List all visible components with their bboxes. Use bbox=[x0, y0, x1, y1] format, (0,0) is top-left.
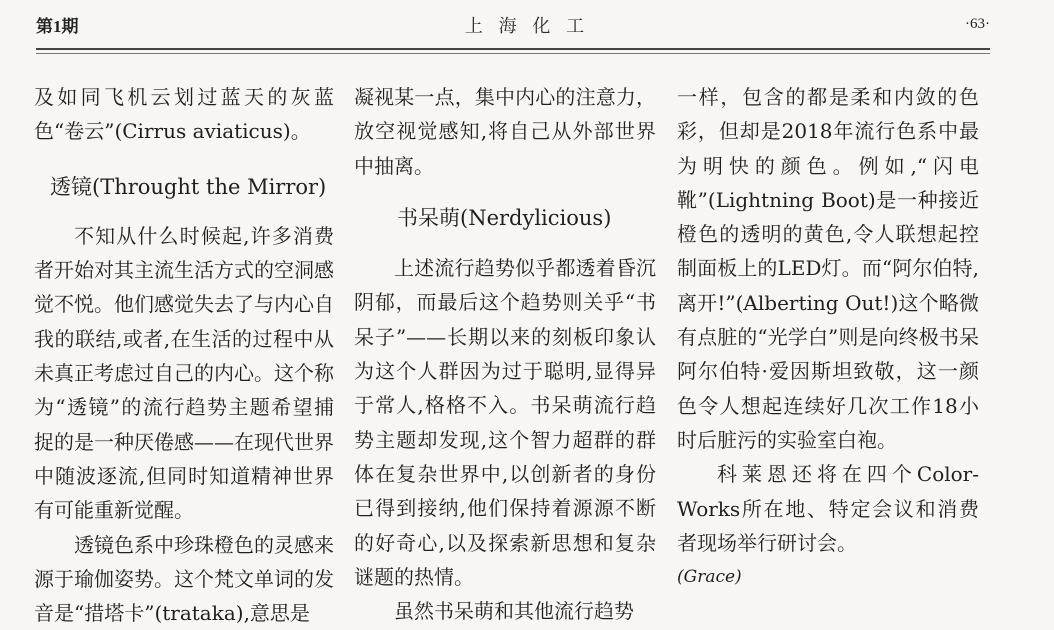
paragraph: 科莱恩还将在四个Color-Works所在地、特定会议和消费者现场举行研讨会。 bbox=[677, 462, 979, 555]
paragraph: 及如同飞机云划过蓝天的灰蓝色“卷云”(Cirrus aviaticus)。 bbox=[34, 85, 334, 144]
paragraph: 透镜色系中珍珠橙色的灵感来源于瑜伽姿势。这个梵文单词的发音是“措塔卡”(trataka),意思是 bbox=[34, 532, 334, 626]
journal-title: 上 海 化 工 bbox=[464, 16, 590, 37]
author-credit: (Grace) bbox=[677, 567, 742, 588]
paragraph: 凝视某一点，集中内心的注意力，放空视觉感知,将自己从外部世界中抽离。 bbox=[354, 85, 656, 178]
paragraph: 虽然书呆萌和其他流行趋势 bbox=[394, 599, 634, 624]
column-1 bbox=[34, 80, 334, 630]
header-rule-thick bbox=[36, 48, 990, 50]
paragraph: 上述流行趋势似乎都透着昏沉阴郁，而最后这个趋势则关乎“书呆子”——长期以来的刻板印象认为这个人群因为过于聪明,显得异于常人,格格不入。书呆萌流行趋势主题却发现,这个智力超群的群体在复杂世界中,以创新者的身份已得到接纳,他们保持着源源不断的好奇心,以及探索新思想和复杂谜题的热情。 bbox=[354, 256, 656, 589]
header-rule-thin bbox=[36, 53, 990, 54]
issue-label: 第1期 bbox=[36, 17, 79, 36]
page-header bbox=[0, 0, 1054, 60]
page-number: ·63· bbox=[965, 16, 990, 32]
section-heading-mirror: 透镜(Throught the Mirror) bbox=[50, 174, 327, 199]
column-2 bbox=[354, 80, 656, 628]
paragraph: 不知从什么时候起,许多消费者开始对其主流生活方式的空洞感觉不悦。他们感觉失去了与内心自我的联结,或者,在生活的过程中从未真正考虑过自己的内心。这个称为“透镜”的流行趋势主题希望捕捉的是一种厌倦感——在现代世界中随波逐流,但同时知道精神世界有可能重新觉醒。 bbox=[34, 223, 334, 523]
column-3 bbox=[677, 80, 979, 594]
paragraph: 一样，包含的都是柔和内敛的色彩，但却是2018年流行色系中最为明快的颜色。例如,“闪电靴”(Lightning Boot)是一种接近橙色的透明的黄色,令人联想起控制面板上的LED灯。而“阿尔伯特,离开!”(Alberting Out!)这个略微有点脏的“光学白”则是向终极书呆阿尔伯特·爱因斯坦致敬，这一颜色令人想起连续好几次工作18小时后脏污的实验室白袍。 bbox=[677, 85, 979, 452]
section-heading-nerdylicious: 书呆萌(Nerdylicious) bbox=[397, 205, 612, 230]
